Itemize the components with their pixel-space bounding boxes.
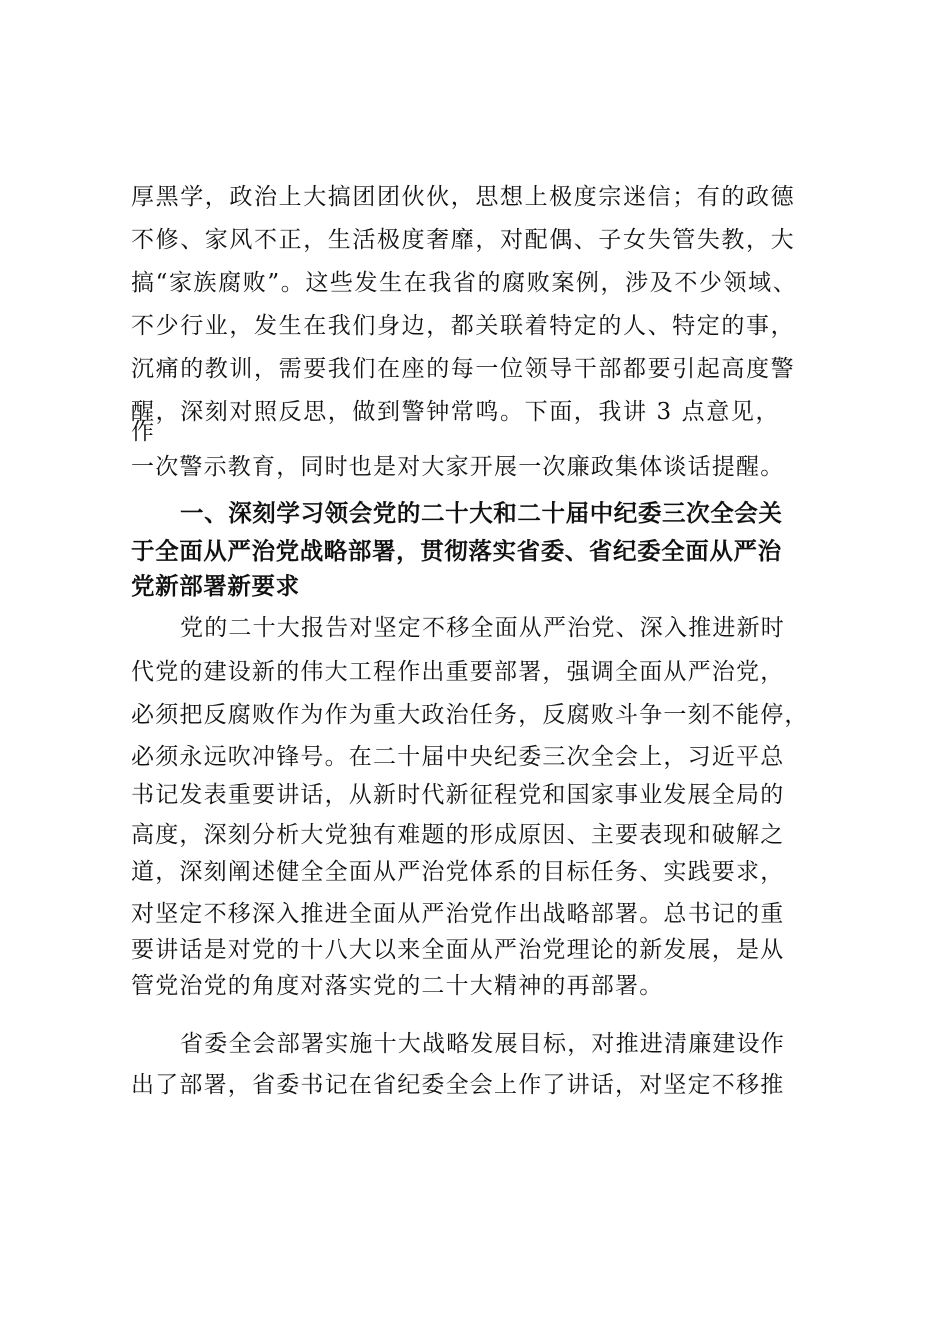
- intro-line-8: 一次警示教育，同时也是对大家开展一次廉政集体谈话提醒。: [131, 454, 785, 480]
- paragraph-1-line-9: 要讲话是对党的十八大以来全面从严治党理论的新发展，是从: [131, 937, 785, 963]
- paragraph-1-line-8: 对坚定不移深入推进全面从严治党作出战略部署。总书记的重: [131, 901, 785, 927]
- section-heading-line-3: 党新部署新要求: [131, 572, 300, 600]
- paragraph-2-line-1: 省委全会部署实施十大战略发展目标，对推进清廉建设作: [180, 1031, 785, 1057]
- paragraph-1-line-3: 必须把反腐败作为作为重大政治任务，反腐败斗争一刻不能停，: [131, 702, 809, 728]
- intro-line-4: 不少行业，发生在我们身边，都关联着特定的人、特定的事，: [131, 313, 796, 339]
- paragraph-1-line-10: 管党治党的角度对落实党的二十大精神的再部署。: [131, 973, 664, 999]
- section-heading-line-2: 于全面从严治党战略部署，贯彻落实省委、省纪委全面从严治: [131, 537, 782, 565]
- intro-line-6: 醒，深刻对照反思，做到警钟常鸣。下面，我讲 3 点意见，: [131, 399, 781, 425]
- intro-line-5: 沉痛的教训，需要我们在座的每一位领导干部都要引起高度警: [131, 356, 796, 382]
- paragraph-1-line-6: 高度，深刻分析大党独有难题的形成原因、主要表现和破解之: [131, 822, 785, 848]
- intro-line-3: 搞“家族腐败”。这些发生在我省的腐败案例，涉及不少领域、: [131, 270, 798, 296]
- section-heading-line-1: 一、深刻学习领会党的二十大和二十届中纪委三次全会关: [180, 499, 783, 527]
- intro-line-2: 不修、家风不正，生活极度奢靡，对配偶、子女失管失教，大: [131, 227, 796, 253]
- paragraph-1-line-5: 书记发表重要讲话，从新时代新征程党和国家事业发展全局的: [131, 782, 785, 808]
- intro-line-7: 作: [131, 419, 156, 445]
- paragraph-1-line-2: 代党的建设新的伟大工程作出重要部署，强调全面从严治党，: [131, 659, 785, 685]
- intro-line-1: 厚黑学，政治上大搞团团伙伙，思想上极度宗迷信；有的政德: [131, 184, 796, 210]
- paragraph-1-line-4: 必须永远吹冲锋号。在二十届中央纪委三次全会上，习近平总: [131, 744, 785, 770]
- paragraph-1-line-1: 党的二十大报告对坚定不移全面从严治党、深入推进新时: [180, 615, 785, 641]
- paragraph-2-line-2: 出了部署，省委书记在省纪委全会上作了讲话，对坚定不移推: [131, 1072, 785, 1098]
- paragraph-1-line-7: 道，深刻阐述健全全面从严治党体系的目标任务、实践要求，: [131, 859, 785, 885]
